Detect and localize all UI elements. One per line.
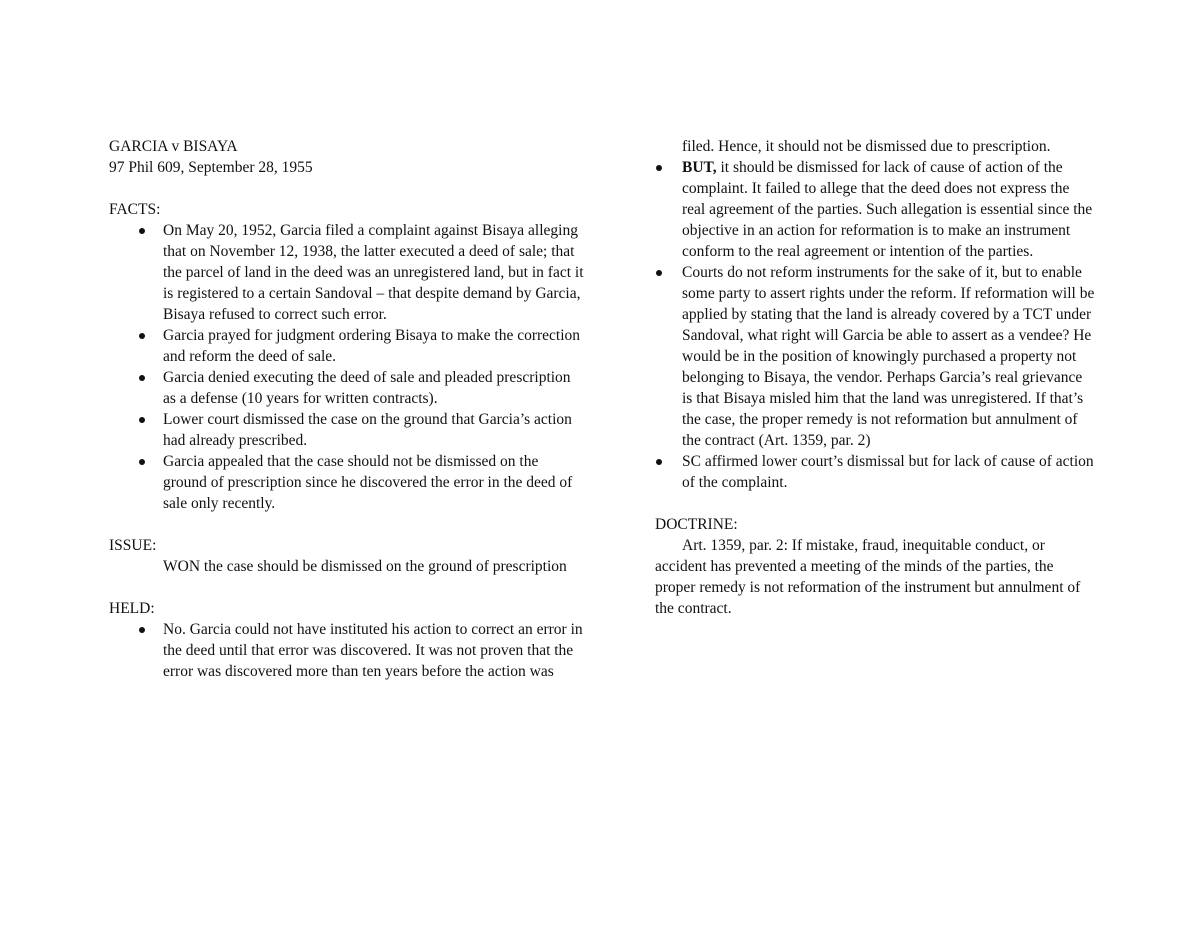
held-item-text: SC affirmed lower court’s dismissal but for lack of cause of action of the complaint. — [682, 453, 1094, 491]
held-list-part1 — [109, 619, 584, 682]
facts-item-text: On May 20, 1952, Garcia filed a complaint against Bisaya alleging that on November 12, 1938, the latter executed a deed of sale; that the parcel of land in the deed was an unregistered land, but in fact it is registered to a certain Sandoval – that despite demand by Garcia, Bisaya refused to correct such error. — [163, 222, 584, 323]
facts-item-text: Garcia appealed that the case should not be dismissed on the ground of prescription since he discovered the error in the deed of sale only recently. — [163, 453, 573, 512]
held-item-text: it should be dismissed for lack of cause of action of the complaint. It failed to allege that the deed does not express the real agreement of the parties. Such allegation is essential since the objective in an action for reformation is to make an instrument conform to the real agreement or intention of the parties. — [682, 159, 1093, 260]
held-item-text: Courts do not reform instruments for the sake of it, but to enable some party to assert rights under the reform. If reformation will be applied by stating that the land is already covered by a TCT under Sandoval, what right will Garcia be able to assert as a vendee? He would be in the position of knowingly purchased a property not belonging to Bisaya, the vendor. Perhaps Garcia’s real grievance is that Bisaya misled him that the land was unregistered. If that’s the case, the proper remedy is not reformation but annulment of the contract (Art. 1359, par. 2) — [682, 264, 1095, 449]
list-item — [655, 157, 1095, 262]
bullet-icon — [139, 375, 145, 381]
held-item-text: No. Garcia could not have instituted his action to correct an error in the deed until that error was discovered. It was not proven that the error was discovered more than ten years before the action was — [163, 621, 583, 680]
held-list-part2 — [655, 157, 1095, 493]
left-column — [109, 136, 584, 682]
list-item — [109, 220, 584, 325]
bullet-icon — [656, 270, 662, 276]
list-item — [655, 451, 1095, 493]
facts-list — [109, 220, 584, 514]
bullet-icon — [139, 228, 145, 234]
bullet-icon — [139, 417, 145, 423]
list-item — [109, 409, 584, 451]
bullet-icon — [139, 627, 145, 633]
bullet-icon — [139, 333, 145, 339]
bullet-icon — [656, 459, 662, 465]
issue-heading: ISSUE: — [109, 537, 157, 554]
bullet-icon — [139, 459, 145, 465]
doctrine-text: Art. 1359, par. 2: If mistake, fraud, inequitable conduct, or accident has prevented a meeting of the minds of the parties, the proper remedy is not reformation of the instrument but annulment of the contract. — [655, 537, 1081, 617]
list-item — [655, 262, 1095, 451]
right-column — [655, 136, 1095, 619]
case-citation: 97 Phil 609, September 28, 1955 — [109, 159, 313, 176]
held-heading: HELD: — [109, 600, 155, 617]
facts-item-text: Garcia denied executing the deed of sale and pleaded prescription as a defense (10 years for written contracts). — [163, 369, 571, 407]
issue-text: WON the case should be dismissed on the ground of prescription — [163, 558, 567, 575]
facts-item-text: Lower court dismissed the case on the ground that Garcia’s action had already prescribed. — [163, 411, 572, 449]
list-item — [109, 367, 584, 409]
facts-item-text: Garcia prayed for judgment ordering Bisaya to make the correction and reform the deed of sale. — [163, 327, 581, 365]
bullet-icon — [656, 165, 662, 171]
case-title: GARCIA v BISAYA — [109, 138, 238, 155]
list-item — [109, 619, 584, 682]
list-item — [109, 451, 584, 514]
list-item — [109, 325, 584, 367]
doctrine-heading: DOCTRINE: — [655, 516, 738, 533]
facts-heading: FACTS: — [109, 201, 161, 218]
held-item-continuation: filed. Hence, it should not be dismissed due to prescription. — [682, 138, 1051, 155]
held-item-emphasis: BUT, — [682, 159, 717, 176]
